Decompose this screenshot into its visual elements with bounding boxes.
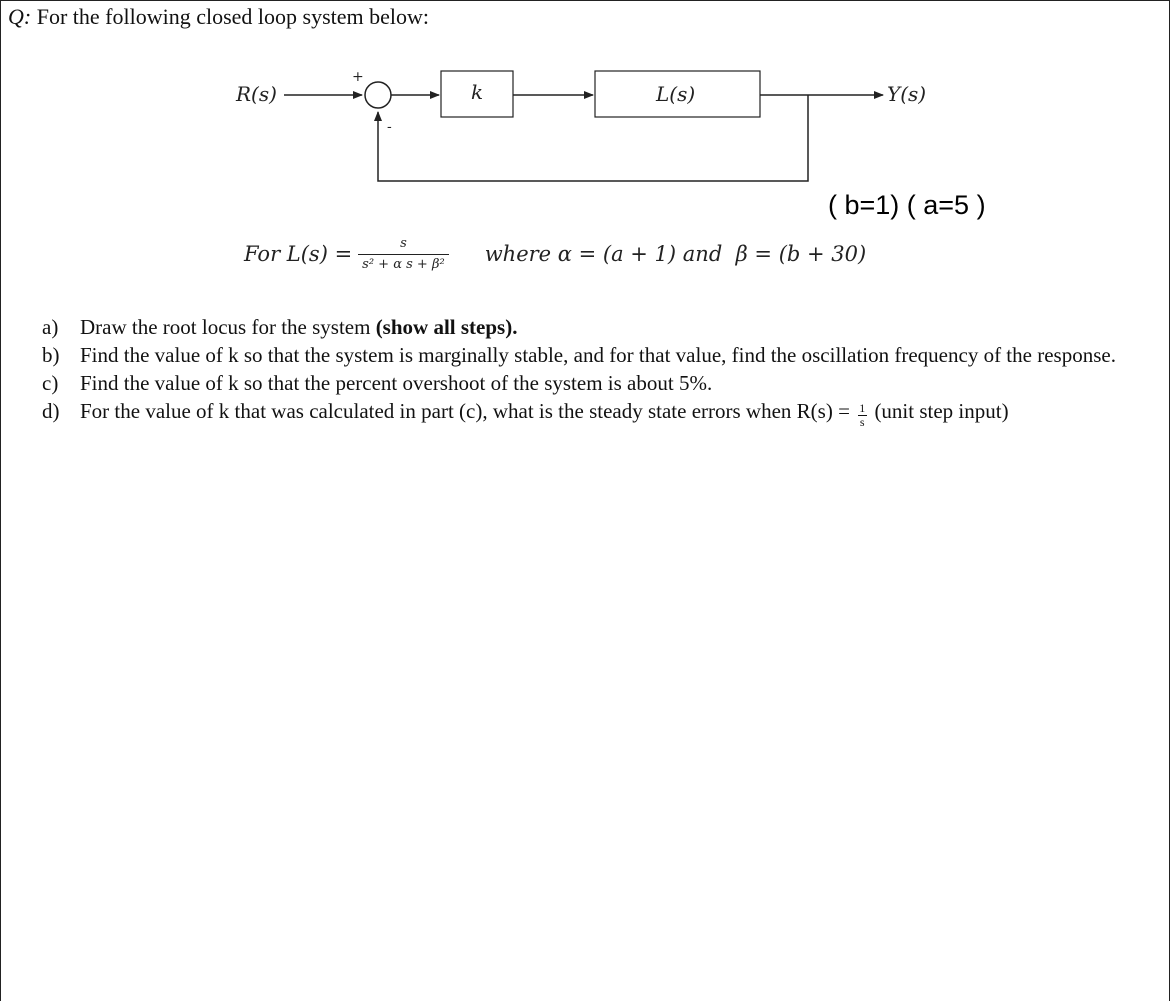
step-input-fraction xyxy=(857,402,867,429)
plus-sign: + xyxy=(352,69,364,85)
fraction-denominator: s xyxy=(859,414,865,429)
fraction-numerator: 1 xyxy=(859,400,866,415)
minus-sign: - xyxy=(387,119,392,135)
formula-where-clause: where α = (a + 1) and β = (b + 30) xyxy=(484,242,867,266)
formula-lhs: For L(s) = xyxy=(244,242,353,266)
part-bold-text: (show all steps). xyxy=(375,315,518,339)
part-text: For the value of k that was calculated in part (c), what is the steady state errors when R(s) = xyxy=(80,399,850,423)
output-label: Y(s) xyxy=(887,82,927,106)
block-diagram xyxy=(0,0,1170,200)
part-text: Draw the root locus for the system xyxy=(80,315,376,339)
part-c xyxy=(42,369,1164,397)
part-letter: c) xyxy=(42,371,59,395)
input-label: R(s) xyxy=(236,82,277,106)
summing-junction xyxy=(365,82,391,108)
question-parts xyxy=(42,313,1164,427)
question-text: For the following closed loop system below: xyxy=(36,4,430,29)
part-b xyxy=(42,341,1164,369)
formula-fraction xyxy=(358,236,449,272)
formula-numerator: s xyxy=(400,236,407,251)
part-letter: a) xyxy=(42,315,59,339)
gain-block-label: k xyxy=(471,80,484,104)
part-a xyxy=(42,313,1164,341)
part-letter: b) xyxy=(42,343,60,367)
formula-denominator: s² + α s + β² xyxy=(358,254,449,272)
plant-block-label: L(s) xyxy=(656,82,696,106)
part-tail-text: (unit step input) xyxy=(874,399,1009,423)
part-text: Find the value of k so that the system is marginally stable, and for that value, find the oscillation frequency of the response. xyxy=(80,343,1116,367)
part-text: Find the value of k so that the percent overshoot of the system is about 5%. xyxy=(80,371,713,395)
part-letter: d) xyxy=(42,399,60,423)
part-d xyxy=(42,397,1164,427)
parameter-values: ( b=1) ( a=5 ) xyxy=(828,190,986,220)
question-label: Q: xyxy=(8,4,32,29)
transfer-function xyxy=(244,236,866,272)
